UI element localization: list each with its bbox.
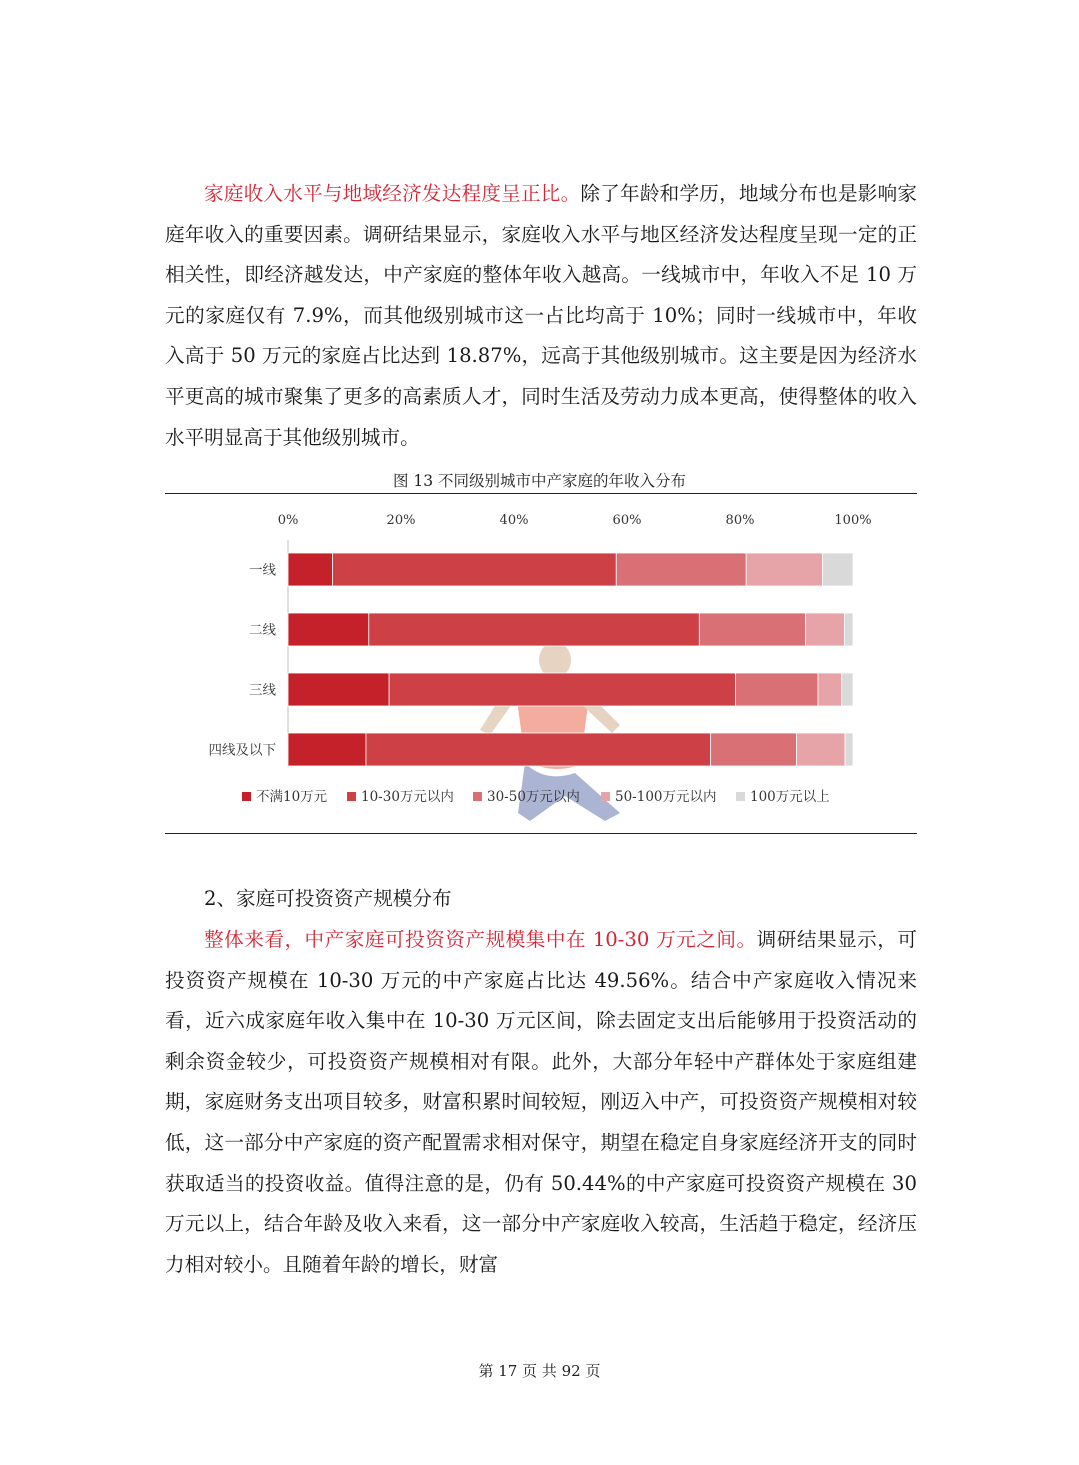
bar-segment xyxy=(288,673,389,706)
figure-bottom-rule xyxy=(165,833,917,834)
section-heading: 2、家庭可投资资产规模分布 xyxy=(204,887,452,910)
bar-segment xyxy=(699,613,805,646)
page-footer: 第 17 页 共 92 页 xyxy=(478,1362,601,1380)
figure-title: 图 13 不同级别城市中产家庭的年收入分布 xyxy=(392,472,687,490)
bar-segment xyxy=(616,553,746,586)
legend-swatch xyxy=(473,792,482,801)
x-tick-label: 80% xyxy=(725,513,755,528)
income-distribution-chart xyxy=(165,495,917,831)
bar-segment xyxy=(806,613,845,646)
paragraph-highlight: 家庭收入水平与地域经济发达程度呈正比。 xyxy=(204,182,581,205)
figure-top-rule xyxy=(165,493,917,494)
bar-segment xyxy=(288,613,369,646)
category-label: 一线 xyxy=(249,562,276,579)
category-label: 四线及以下 xyxy=(208,742,276,759)
bar-segment xyxy=(746,553,822,586)
bar-segment xyxy=(845,733,853,766)
x-tick-label: 100% xyxy=(834,513,872,528)
bar-segment xyxy=(288,733,366,766)
paragraph-body: 调研结果显示，可投资资产规模在 10-30 万元的中产家庭占比达 49.56%。结合中产家庭收入情况来看，近六成家庭年收入集中在 10-30 万元区间，除去固定支出后能够用于投资活动的剩余资金较少，可投资资产规模相对有限。此外，大部分年轻中产群体处于家庭组建期，家庭财务支出项目较多，财富积累时间较短，刚迈入中产，可投资资产规模相对较低，这一部分中产家庭的资产配置需求相对保守，期望在稳定自身家庭经济开支的同时获取适当的投资收益。值得注意的是，仍有 50.44%的中产家庭可投资资产规模在 30 万元以上，结合年龄及收入来看，这一部分中产家庭收入较高，生活趋于稳定，经济压力相对较小。且随着年龄的增长，财富 xyxy=(165,928,917,1276)
paragraph-investable-assets xyxy=(165,920,917,1285)
legend-swatch xyxy=(736,792,745,801)
legend-label: 50-100万元以内 xyxy=(615,789,717,805)
category-label: 三线 xyxy=(249,682,276,699)
legend-label: 不满10万元 xyxy=(256,789,328,805)
paragraph-body: 除了年龄和学历，地域分布也是影响家庭年收入的重要因素。调研结果显示，家庭收入水平与地区经济发达程度呈现一定的正相关性，即经济越发达，中产家庭的整体年收入越高。一线城市中，年收入不足 10 万元的家庭仅有 7.9%，而其他级别城市这一占比均高于 10%；同时一线城市中，年收入高于 50 万元的家庭占比达到 18.87%，远高于其他级别城市。这主要是因为经济水平更高的城市聚集了更多的高素质人才，同时生活及劳动力成本更高，使得整体的收入水平明显高于其他级别城市。 xyxy=(165,182,918,449)
legend-label: 10-30万元以内 xyxy=(361,789,454,805)
bar-segment xyxy=(845,613,853,646)
bar-segment xyxy=(797,733,846,766)
bar-segment xyxy=(389,673,735,706)
bar-segment xyxy=(366,733,711,766)
category-label: 二线 xyxy=(249,622,276,639)
bar-segment xyxy=(288,553,333,586)
bar-segment xyxy=(333,553,617,586)
bar-segment xyxy=(822,553,853,586)
bar-segment xyxy=(711,733,797,766)
x-tick-label: 0% xyxy=(277,513,299,528)
paragraph-highlight: 整体来看，中产家庭可投资资产规模集中在 10-30 万元之间。 xyxy=(204,928,757,951)
x-tick-label: 20% xyxy=(386,513,416,528)
bar-segment xyxy=(369,613,700,646)
bar-segment xyxy=(818,673,842,706)
legend-swatch xyxy=(242,792,251,801)
bar-segment xyxy=(842,673,853,706)
x-tick-label: 60% xyxy=(612,513,642,528)
paragraph-income-region xyxy=(165,174,917,458)
legend-label: 30-50万元以内 xyxy=(487,789,580,805)
x-tick-label: 40% xyxy=(499,513,529,528)
legend-label: 100万元以上 xyxy=(750,789,830,805)
legend-swatch xyxy=(347,792,356,801)
legend-swatch xyxy=(601,792,610,801)
bar-segment xyxy=(735,673,817,706)
